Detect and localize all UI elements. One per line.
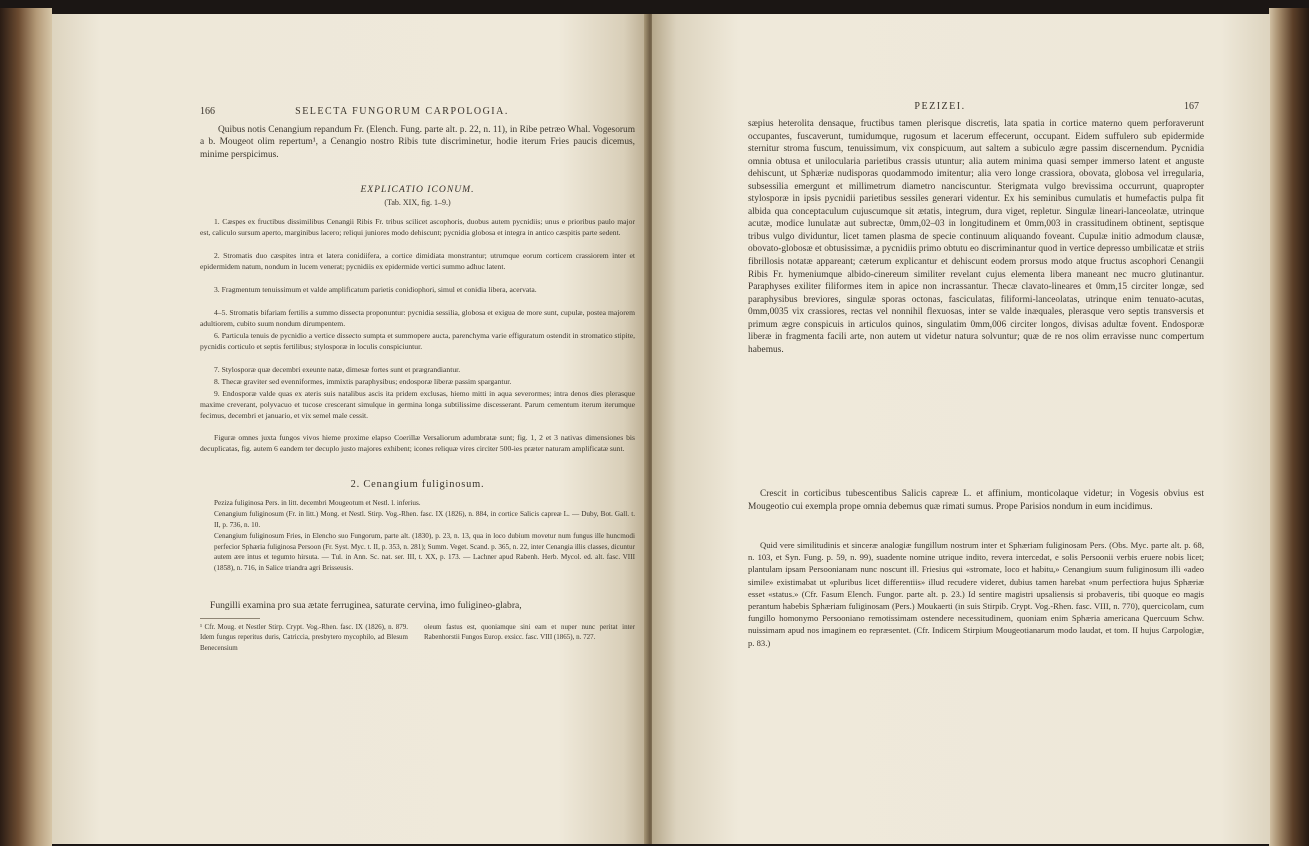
left-page-edges [0, 8, 52, 846]
explanation-8: 8. Thecæ graviter sed evenniformes, immixtis paraphysibus; endosporæ liberæ passim spargantur. [214, 377, 512, 386]
running-head: PEZIZEI. [914, 101, 966, 112]
habitat-paragraph: Crescit in corticibus tubescentibus Salicis capreæ L. et affinium, monticolaque videtur; in Vogesis obvius est Mougeotio cui exempla prope omnia debemus quæ rimati sumus. Prope Parisios nondum in eum incidimus. [748, 489, 1204, 512]
figures-note: Figuræ omnes juxta fungos vivos hieme proxime elapso Coerillæ Versaliorum adumbratæ sunt; fig. 1, 2 et 3 nativas dimensiones bis decuplicatas, fig. autem 6 eandem ter decuplo justo majores exhibent; icones reliquæ vires circiter 500-ies præter naturam amplificatæ sunt. [200, 433, 635, 454]
footnote-column-2: oleum fastus est, quoniamque sini eam et nuper nunc peritat inter Rabenhorstii Fungos Europ. exsicc. fasc. VIII (1865), n. 727. [424, 623, 635, 642]
explanation-6: 6. Particula tenuis de pycnidio a vertice dissecto sumpta et summopere aucta, parenchyma varie effiguratum ostendit in stromatico stipite, pycnidis corticulo et septis fertilibus; stylosporæ in loculis conspiciuntur. [200, 331, 635, 352]
footnote-column-1: ¹ Cfr. Moug. et Nestler Stirp. Crypt. Vog.-Rhen. fasc. IX (1826), n. 879. Idem fungus reperitus duris, Catriccia, presbytero mycophilo, ad Blesum Benecensium [200, 623, 408, 652]
running-head: SELECTA FUNGORUM CARPOLOGIA. [295, 106, 509, 117]
section-title: EXPLICATIO ICONUM. [360, 184, 475, 195]
left-page [52, 14, 648, 844]
synonym-1: Peziza fuliginosa Pers. in litt. decembri Mougeotum et Nestl. l. inferius. [214, 499, 421, 507]
explanation-7: 7. Stylosporæ quæ decembri exeunte natæ, dimesæ fortes sunt et prægrandiantur. [214, 365, 461, 374]
explanation-2: 2. Stromatis duo cæspites intra et latera conidiifera, a cortice dimidiata monstrantur; utrumque eorum corticem crassiorem inter et epidermidem natum, nondum in lucem venerat; pycnidiis ex epidermide vertici summo adhuc latent. [200, 251, 635, 272]
footnote-rule [200, 618, 260, 619]
intro-paragraph: Quibus notis Cenangium repandum Fr. (Elench. Fung. parte alt. p. 22, n. 11), in Ribe petræo Whal. Vogesorum a b. Mougeot olim repertum¹, a Cenangio nostro Ribis tute discriminetur, hodie iterum Fries paucis dicemus, minime perspicimus. [200, 125, 635, 160]
synonym-2: Cenangium fuliginosum (Fr. in litt.) Mong. et Nestl. Stirp. Vog.-Rhen. fasc. IX (1826), n. 884, in cortice Salicis capreæ L. — Duby, Bot. Gall. t. II, p. 736, n. 10. [214, 510, 635, 529]
explanation-4-5: 4–5. Stromatis bifariam fertilis a summo dissecta proponuntur: pycnidia sessilia, globosa et exigua de more sunt, cupulæ, postea majorem adultiorem, cubito suum nondum dirumpentem. [200, 308, 635, 329]
page-number: 166 [200, 106, 215, 117]
species-heading: 2. Cenangium fuliginosum. [350, 479, 485, 490]
synonym-3: Cenangium fuliginosum Fries, in Elencho suo Fungorum, parte alt. (1830), p. 23, n. 13, qua in loco dubium movetur num fungus ille huncmodi perfecior Sphæria fuliginosa Persoon (Fr. Syst. Myc. t. II, p. 353, n. 281); Summ. Veget. Scand. p. 365, n. 22, inter Cenangia illis classes, dicuntur autem ære intus et tegumto hirsuta. — Tul. in Ann. Sc. nat. ser. III, t. XX, p. 173. — Lachner apud Rabenh. Herb. Mycol. ed. alt. fasc. VIII (1858), n. 716, in Salice triandra agri Brisseusis. [214, 532, 635, 572]
right-page-edges [1269, 8, 1309, 846]
explanation-1: 1. Cæspes ex fructibus dissimilibus Cenangii Ribis Fr. tribus scilicet ascophoris, duobus autem pycnidiis; unus e prioribus paulo major est, caliculo sursum aperto, marginibus lacero; reliqui juniores modo dehiscunt; pycnidia globosa et integra in antico cæspitis parte sedent. [200, 217, 635, 238]
section-subtitle: (Tab. XIX, fig. 1–9.) [384, 198, 451, 207]
description-paragraph: sæpius heterolita densaque, fructibus tamen plerisque discretis, lata spatia in cortice materno quem perforaverunt occupantes, fuscaverunt, tumidumque, rugosum et lacerum effecerunt, occupant. Eidem suffulero sub epidermide sternitur stroma fuscum, tenuissimum, vix conspicuum, aut saltem a subiculo ægre passim discernendum. Pycnidia omnia obtusa et unilocularia parietibus crassis utuntur; alia autem minima quasi semper immerso latent et anguste dehiscunt, ut Sphæriæ nudisporas quodammodo imitentur; alia vero longe crassiora, obovata, globosa vel irregularia, subsessilia emergunt et millimetrum diametro nanciscuntur. Sterigmata vulgo brevissima occurrunt, quapropter stylosporæ in ipsis pycnidii parietibus sessiles generari videntur. Ex his seminibus cumulatis et humefactis pulpa fit albida qua conceptaculum cujuscumque sit ætatis, integrum, dura viget, repletur. Singulæ lineari-lanceolatæ, utrinque acutæ, modice lunulatæ aut subrectæ, 0mm,02–03 in longitudinem et 0mm,003 in crassitudinem obtinent, septisque tribus vulgo dividuntur, licet tamen plasma de specie continuum aliquando foveant. Cupulæ initio admodum clausæ, obovato-globosæ et obtusissimæ, a pycnidiis primo obtutu eo discriminantur quod in vertice depresso umbilicatæ et striis fibrillosis notatæ appareant; cæterum explicantur et dehiscunt eodem prorsus modo atque fructus ascophori Cenangii Ribis Fr. hymeniumque albido-cinereum similiter revelant cujus elementa libera maneant nec mucro glutinantur. Paraphyses exiliter filiformes item in apice non incrassantur. Thecæ clavato-lineares et 0mm,15 circiter longæ, sed paraphysibus breviores, singulæ sporas octonas, fasciculatas, filiformi-lanceolatas, utrinque enim tenuato-acutas, 0mm,0035 vix crassiores, rectas vel nonnihil flexuosas, inter se valde inæquales, plerasque vero septis transversis et primum ægre conspicuis in articulos quinos, singulatim 0mm,006 circiter longos, divisas adultæ fovent. Endosporæ liberæ in fragmenta facili arte, non autem ut videtur natura solvuntur; quæ de re nos olim erravisse nunc compertum habemus. [748, 119, 1204, 355]
explanation-3: 3. Fragmentum tenuissimum et valde amplificatum parietis conidiophori, simul et conidia libera, acervata. [214, 285, 537, 294]
closing-line: Fungilli examina pro sua ætate ferruginea, saturate cervina, imo fuligineo-glabra, [210, 600, 522, 611]
explanation-9: 9. Endosporæ valde quas ex ateris suis natalibus ascis ita pridem exclusas, hiemo mitti in aqua severormes; intra denos dies plerasque maxime creverant, polyvacuo et tucose crescerant simulque in germina longa subtilissime discesserant. Parum cementum iterum iterumque fecimus, decembri et januario, et vix semel male cessit. [200, 389, 635, 421]
right-page [652, 14, 1270, 844]
discussion-paragraph: Quid vere similitudinis et sinceræ analogiæ fungillum nostrum inter et Sphæriam fuliginosam Pers. (Obs. Myc. parte alt. p. 68, n. 103, et Syn. Fung. p. 59, n. 99), suadente nomine utrique indito, revera intercedat, e solis Persoonii verbis eruere nobis licet; plantulam ipsam Persoonianam nunc noscunt ill. Friesius qui «stromate, loco et habitu,» Cenangium suum fuliginosum illi «adeo simile» existimabat ut «pluribus licet differentiis» illud recudere videret, dubius tamen harebat «num perfectiora hujus Sphæriæ esset «status.» (Cfr. Fasum Elench. Fungor. parte alt. p. 23.) Id sentire magistri upsaliensis si probaveris, tibi quoque eo magis perantum habebis Sphæriam fuliginosam (Pers.) Moukaerti (in suis Stirpib. Crypt. Vog.-Rhen. fasc. VIII, n. 770), quercicolam, cum fungillo homonymo Persooniano remotissimam ostendere necessitudinem, quoniam enim Sphæria americana Quercuum Schw. nuissimam apud nos imaginem eo repræsentet. (Cfr. Indicem Stirpium Mougeotianarum modo laudat, et tom. II hujus Carpologiæ, p. 83.) [748, 540, 1204, 648]
page-number: 167 [1184, 101, 1199, 112]
